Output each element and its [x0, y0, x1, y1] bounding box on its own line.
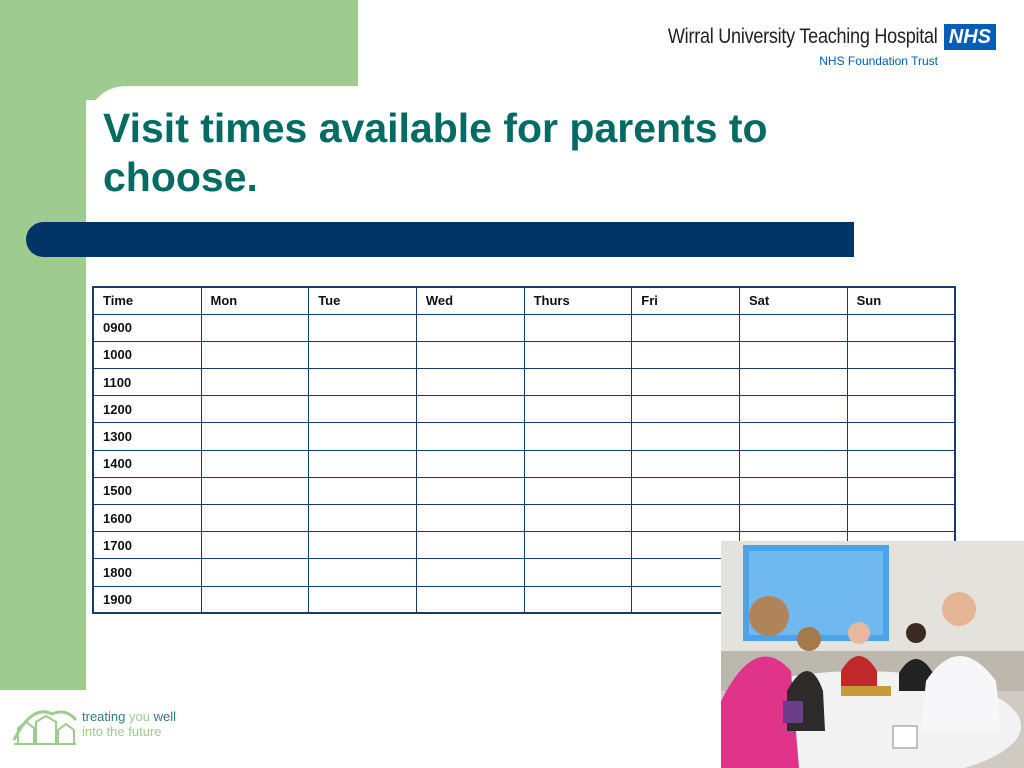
slot-cell [309, 369, 417, 396]
slot-cell [201, 369, 309, 396]
tagline-line-1 [82, 709, 176, 724]
table-row [93, 314, 955, 341]
green-side-band [0, 0, 86, 690]
slot-cell [201, 505, 309, 532]
header-cell: Sun [847, 287, 955, 314]
slot-cell [309, 586, 417, 613]
slot-cell [309, 423, 417, 450]
header-cell: Fri [632, 287, 740, 314]
title-underline-bar [26, 222, 854, 257]
slide-title: Visit times available for parents to choose. [103, 105, 768, 200]
slot-cell [524, 477, 632, 504]
slot-cell [739, 314, 847, 341]
slot-cell [524, 505, 632, 532]
slot-cell [201, 586, 309, 613]
slot-cell [632, 477, 740, 504]
table-row [93, 477, 955, 504]
tagline-word-well: well [153, 709, 176, 724]
slot-cell [309, 341, 417, 368]
slot-cell [524, 369, 632, 396]
slot-cell [309, 477, 417, 504]
slot-cell [201, 559, 309, 586]
slot-cell [309, 532, 417, 559]
slot-cell [416, 586, 524, 613]
slot-cell [524, 586, 632, 613]
slot-cell [309, 396, 417, 423]
time-cell: 1300 [93, 423, 201, 450]
slot-cell [632, 423, 740, 450]
slot-cell [524, 396, 632, 423]
slot-cell [416, 477, 524, 504]
slot-cell [739, 369, 847, 396]
slot-cell [416, 423, 524, 450]
slot-cell [632, 341, 740, 368]
slot-cell [309, 505, 417, 532]
slot-cell [309, 559, 417, 586]
header-cell: Thurs [524, 287, 632, 314]
table-row [93, 341, 955, 368]
slot-cell [632, 505, 740, 532]
time-cell: 1900 [93, 586, 201, 613]
slot-cell [416, 532, 524, 559]
table-row [93, 450, 955, 477]
slot-cell [847, 369, 955, 396]
slot-cell [632, 450, 740, 477]
slot-cell [632, 369, 740, 396]
slot-cell [416, 369, 524, 396]
slot-cell [201, 532, 309, 559]
slot-cell [524, 450, 632, 477]
slot-cell [524, 559, 632, 586]
header-cell: Time [93, 287, 201, 314]
slot-cell [309, 314, 417, 341]
slot-cell [847, 314, 955, 341]
table-row [93, 423, 955, 450]
header-cell: Sat [739, 287, 847, 314]
slot-cell [201, 314, 309, 341]
time-cell: 1500 [93, 477, 201, 504]
slot-cell [739, 450, 847, 477]
hospital-logo [624, 24, 996, 68]
slot-cell [632, 396, 740, 423]
slot-cell [739, 477, 847, 504]
tagline-line-2: into the future [82, 724, 162, 739]
slot-cell [524, 532, 632, 559]
slot-cell [739, 341, 847, 368]
slot-cell [847, 505, 955, 532]
hospital-name: Wirral University Teaching Hospital [668, 25, 938, 48]
slot-cell [201, 450, 309, 477]
slot-cell [632, 314, 740, 341]
slot-cell [416, 559, 524, 586]
time-cell: 1200 [93, 396, 201, 423]
slot-cell [847, 450, 955, 477]
slot-cell [739, 423, 847, 450]
slot-cell [847, 341, 955, 368]
slot-cell [201, 423, 309, 450]
slot-cell [201, 396, 309, 423]
hospital-buildings-icon [12, 700, 78, 748]
slot-cell [416, 505, 524, 532]
time-cell: 1600 [93, 505, 201, 532]
table-row [93, 505, 955, 532]
slot-cell [201, 477, 309, 504]
time-cell: 1400 [93, 450, 201, 477]
slot-cell [416, 450, 524, 477]
tagline-word-treating: treating [82, 709, 126, 724]
time-cell: 1100 [93, 369, 201, 396]
time-cell: 1000 [93, 341, 201, 368]
nhs-badge: NHS [944, 24, 996, 50]
table-row [93, 396, 955, 423]
slot-cell [524, 314, 632, 341]
table-row [93, 369, 955, 396]
slot-cell [847, 423, 955, 450]
foundation-trust-label: NHS Foundation Trust [819, 54, 938, 68]
slot-cell [416, 396, 524, 423]
time-cell: 1700 [93, 532, 201, 559]
slot-cell [524, 341, 632, 368]
time-cell: 0900 [93, 314, 201, 341]
slot-cell [739, 505, 847, 532]
tagline-logo [12, 700, 176, 748]
slot-cell [416, 341, 524, 368]
slot-cell [524, 423, 632, 450]
header-cell: Mon [201, 287, 309, 314]
slot-cell [201, 341, 309, 368]
header-cell: Tue [309, 287, 417, 314]
meeting-photo-illustration [721, 541, 1024, 768]
slot-cell [416, 314, 524, 341]
table-header-row [93, 287, 955, 314]
slot-cell [847, 396, 955, 423]
tagline-word-you: you [129, 709, 150, 724]
slot-cell [847, 477, 955, 504]
meeting-photo [721, 541, 1024, 768]
header-cell: Wed [416, 287, 524, 314]
slot-cell [309, 450, 417, 477]
slot-cell [739, 396, 847, 423]
time-cell: 1800 [93, 559, 201, 586]
